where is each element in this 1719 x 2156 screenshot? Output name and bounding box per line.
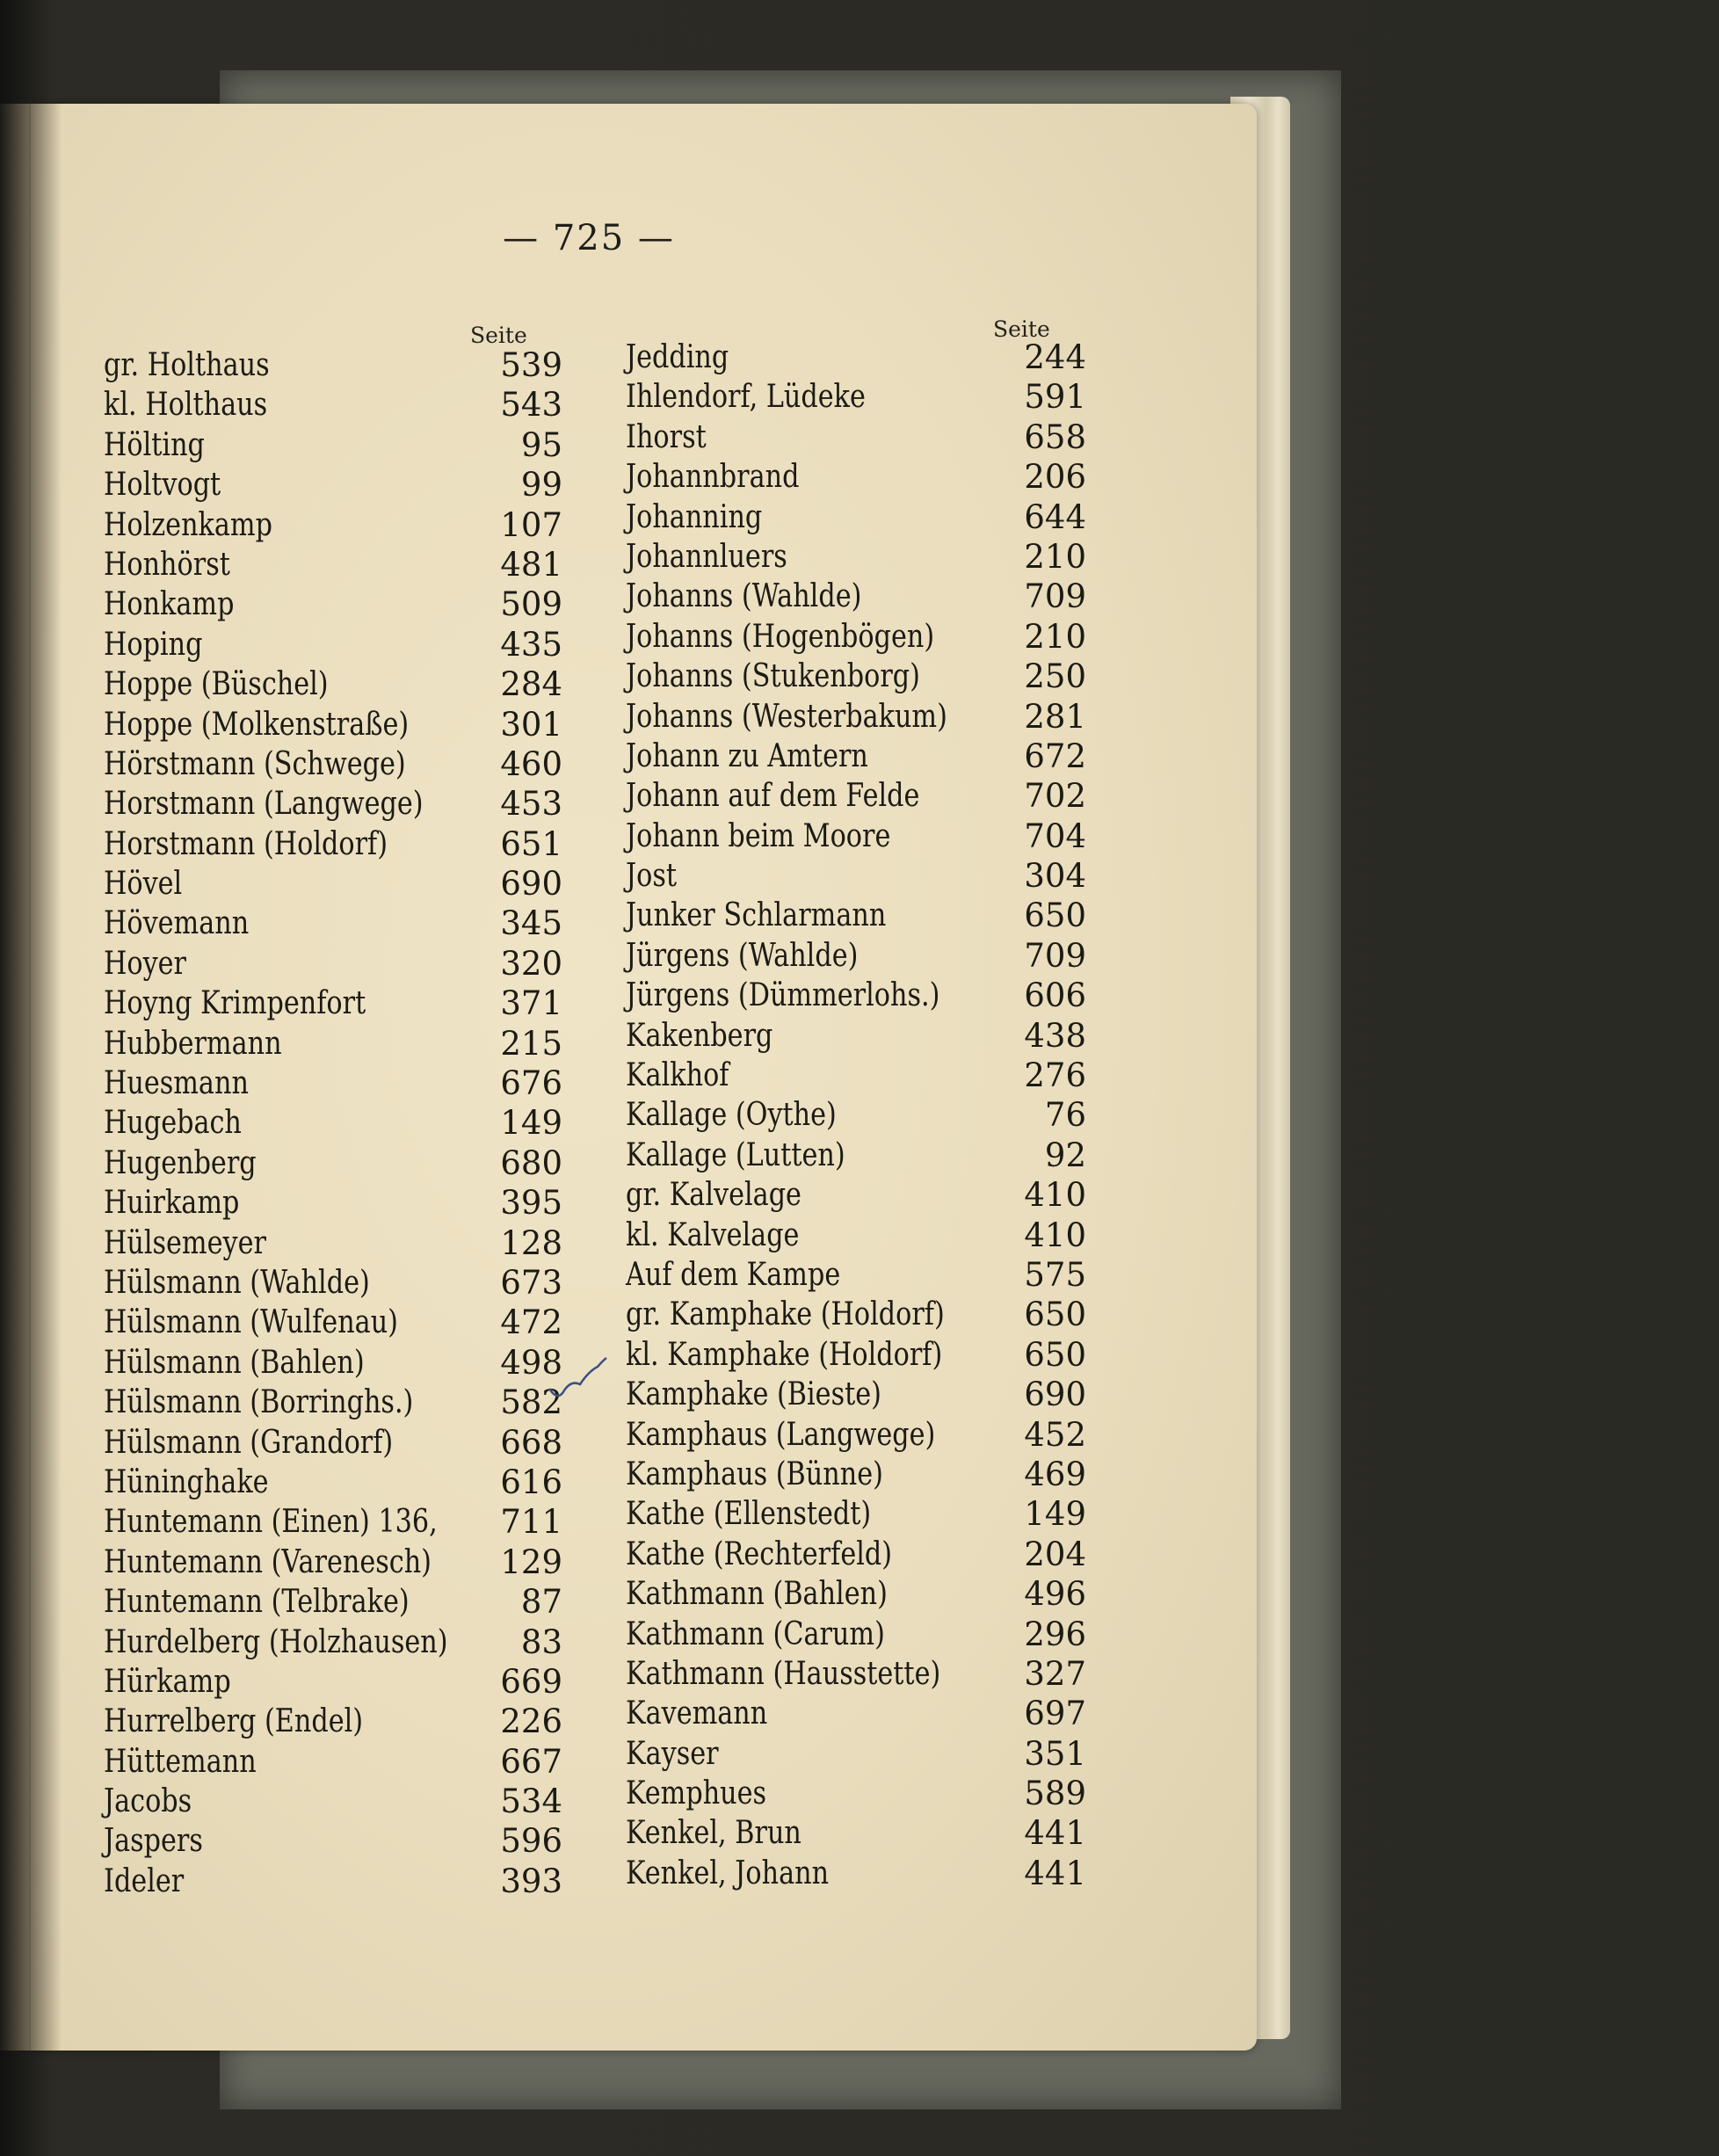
entry-page: 304 bbox=[1024, 857, 1086, 896]
entry-page: 210 bbox=[1024, 537, 1086, 576]
entry-name: Huntemann (Einen) 136, bbox=[104, 1504, 438, 1541]
index-entry bbox=[626, 1255, 1092, 1295]
entry-page: 351 bbox=[1024, 1734, 1086, 1773]
entry-name: Hülsmann (Bahlen) bbox=[104, 1344, 365, 1381]
entry-name: Kavemann bbox=[626, 1695, 768, 1732]
index-entry bbox=[104, 1821, 569, 1861]
entry-page: 668 bbox=[500, 1423, 562, 1462]
index-entry bbox=[104, 1263, 569, 1303]
entry-page: 327 bbox=[1024, 1654, 1086, 1693]
entry-name: Huntemann (Varenesch) bbox=[104, 1543, 432, 1580]
page-number: — 725 — bbox=[503, 218, 675, 258]
entry-name: Ideler bbox=[104, 1862, 185, 1899]
index-entry bbox=[104, 1463, 569, 1502]
entry-page: 658 bbox=[1024, 417, 1086, 456]
entry-page: 509 bbox=[500, 585, 562, 624]
entry-page: 702 bbox=[1024, 777, 1086, 816]
index-entry bbox=[104, 824, 569, 864]
entry-page: 472 bbox=[500, 1303, 562, 1342]
entry-page: 76 bbox=[1044, 1096, 1086, 1135]
entry-page: 589 bbox=[1024, 1775, 1086, 1813]
entry-page: 616 bbox=[500, 1463, 562, 1501]
entry-page: 92 bbox=[1044, 1136, 1086, 1174]
index-entry bbox=[626, 657, 1092, 696]
index-entry bbox=[626, 377, 1092, 417]
entry-page: 690 bbox=[500, 865, 562, 904]
entry-page: 534 bbox=[500, 1782, 562, 1821]
index-entry bbox=[626, 856, 1092, 896]
index-entry bbox=[626, 577, 1092, 616]
entry-name: Hoppe (Molkenstraße) bbox=[104, 706, 410, 743]
seite-label-left: Seite bbox=[470, 323, 527, 348]
index-entry bbox=[104, 1383, 569, 1422]
index-entry bbox=[104, 505, 569, 545]
entry-page: 498 bbox=[500, 1343, 562, 1382]
index-entry bbox=[104, 1782, 569, 1821]
index-entry bbox=[626, 1056, 1092, 1095]
entry-name: Hülsemeyer bbox=[104, 1224, 266, 1261]
pencil-check-mark bbox=[545, 1354, 615, 1406]
entry-page: 226 bbox=[500, 1702, 562, 1741]
entry-name: Johannluers bbox=[626, 538, 787, 575]
index-entry bbox=[626, 697, 1092, 737]
entry-page: 296 bbox=[1024, 1615, 1086, 1653]
entry-page: 301 bbox=[500, 705, 562, 744]
entry-name: Jost bbox=[626, 858, 677, 895]
index-entry bbox=[104, 1343, 569, 1383]
entry-page: 87 bbox=[520, 1583, 562, 1622]
index-entry bbox=[104, 1662, 569, 1702]
entry-name: Kathmann (Hausstette) bbox=[626, 1655, 941, 1692]
seite-label-right: Seite bbox=[993, 316, 1050, 342]
entry-name: Hörstmann (Schwege) bbox=[104, 745, 406, 782]
entry-page: 438 bbox=[1024, 1016, 1086, 1055]
index-entry bbox=[104, 545, 569, 584]
entry-page: 435 bbox=[500, 625, 562, 664]
entry-name: Huesmann bbox=[104, 1065, 249, 1102]
entry-name: Johannbrand bbox=[626, 459, 800, 496]
entry-name: Hoyng Krimpenfort bbox=[104, 985, 366, 1022]
index-entry bbox=[626, 497, 1092, 537]
index-entry bbox=[104, 1622, 569, 1662]
entry-page: 320 bbox=[500, 944, 562, 983]
entry-name: Junker Schlarmann bbox=[626, 897, 887, 934]
index-entry bbox=[104, 625, 569, 664]
entry-page: 129 bbox=[500, 1543, 562, 1581]
entry-page: 709 bbox=[1024, 936, 1086, 975]
index-entry bbox=[626, 976, 1092, 1015]
entry-name: Hurrelberg (Endel) bbox=[104, 1703, 364, 1740]
entry-name: Johanns (Westerbakum) bbox=[626, 698, 947, 735]
entry-name: Jacobs bbox=[104, 1783, 192, 1820]
entry-page: 281 bbox=[1024, 697, 1086, 736]
index-entry bbox=[626, 338, 1092, 377]
index-entry bbox=[626, 1415, 1092, 1455]
index-entry bbox=[626, 1335, 1092, 1375]
entry-name: Honhörst bbox=[104, 546, 230, 583]
index-entry bbox=[626, 537, 1092, 577]
index-entry bbox=[104, 1223, 569, 1263]
entry-name: Kathmann (Carum) bbox=[626, 1615, 885, 1652]
entry-name: kl. Kalvelage bbox=[626, 1216, 800, 1253]
entry-name: gr. Kamphake (Holdorf) bbox=[626, 1296, 945, 1333]
entry-name: Johanns (Wahlde) bbox=[626, 578, 862, 615]
entry-name: Kamphaus (Bünne) bbox=[626, 1455, 883, 1492]
index-entry bbox=[104, 385, 569, 425]
entry-page: 284 bbox=[500, 665, 562, 704]
index-entry bbox=[104, 1702, 569, 1741]
entry-name: Hüninghake bbox=[104, 1463, 269, 1500]
entry-page: 250 bbox=[1024, 657, 1086, 696]
entry-page: 582 bbox=[500, 1383, 562, 1422]
entry-name: Horstmann (Holdorf) bbox=[104, 825, 388, 862]
entry-name: Johann beim Moore bbox=[626, 817, 891, 854]
index-entry bbox=[104, 1582, 569, 1622]
entry-name: Hülsmann (Borringhs.) bbox=[104, 1384, 414, 1421]
entry-page: 410 bbox=[1024, 1176, 1086, 1215]
entry-page: 575 bbox=[1024, 1255, 1086, 1294]
entry-name: Hülsmann (Wulfenau) bbox=[104, 1304, 398, 1341]
entry-name: Hurdelberg (Holzhausen) bbox=[104, 1623, 448, 1660]
entry-name: Jürgens (Dümmerlohs.) bbox=[626, 977, 940, 1014]
entry-page: 651 bbox=[500, 824, 562, 863]
entry-name: Kenkel, Brun bbox=[626, 1815, 801, 1852]
entry-page: 83 bbox=[520, 1622, 562, 1661]
entry-name: Kenkel, Johann bbox=[626, 1855, 830, 1891]
index-entry bbox=[104, 465, 569, 505]
entry-page: 667 bbox=[500, 1742, 562, 1781]
entry-name: Hoyer bbox=[104, 945, 187, 982]
entry-page: 452 bbox=[1024, 1415, 1086, 1454]
index-entry bbox=[626, 936, 1092, 976]
index-entry bbox=[626, 1455, 1092, 1494]
entry-page: 596 bbox=[500, 1822, 562, 1861]
index-entry bbox=[626, 1574, 1092, 1614]
entry-name: Kamphaus (Langwege) bbox=[626, 1416, 936, 1453]
index-entry bbox=[626, 1615, 1092, 1654]
index-entry bbox=[104, 1502, 569, 1542]
index-entry bbox=[104, 864, 569, 904]
entry-name: Hülsmann (Grandorf) bbox=[104, 1424, 394, 1461]
index-entry bbox=[626, 817, 1092, 856]
index-entry bbox=[626, 1494, 1092, 1534]
index-entry bbox=[626, 1175, 1092, 1215]
entry-name: Kathmann (Bahlen) bbox=[626, 1576, 888, 1613]
entry-name: Johann zu Amtern bbox=[626, 737, 868, 774]
index-entry bbox=[104, 944, 569, 984]
entry-name: Huirkamp bbox=[104, 1185, 240, 1222]
entry-name: Hürkamp bbox=[104, 1663, 231, 1700]
entry-name: Hoping bbox=[104, 626, 203, 663]
index-entry bbox=[104, 1143, 569, 1183]
entry-page: 215 bbox=[500, 1024, 562, 1063]
index-entry bbox=[104, 705, 569, 744]
entry-page: 206 bbox=[1024, 458, 1086, 497]
entry-name: Kalkhof bbox=[626, 1057, 729, 1094]
entry-name: Kamphake (Bieste) bbox=[626, 1376, 881, 1413]
entry-name: Hüttemann bbox=[104, 1743, 257, 1780]
entry-name: Kathe (Rechterfeld) bbox=[626, 1535, 893, 1572]
entry-name: Kallage (Lutten) bbox=[626, 1136, 845, 1173]
entry-name: Hubbermann bbox=[104, 1025, 282, 1062]
index-entry bbox=[626, 617, 1092, 657]
entry-page: 690 bbox=[1024, 1376, 1086, 1414]
entry-page: 711 bbox=[500, 1503, 562, 1542]
entry-page: 591 bbox=[1024, 378, 1086, 417]
entry-page: 496 bbox=[1024, 1575, 1086, 1614]
entry-name: kl. Holthaus bbox=[104, 387, 268, 424]
index-entry bbox=[104, 1303, 569, 1342]
index-entry bbox=[626, 457, 1092, 497]
index-entry bbox=[626, 1734, 1092, 1774]
entry-page: 441 bbox=[1024, 1854, 1086, 1892]
index-entry bbox=[104, 1183, 569, 1223]
entry-name: gr. Kalvelage bbox=[626, 1177, 801, 1214]
entry-name: Holzenkamp bbox=[104, 506, 272, 543]
entry-page: 697 bbox=[1024, 1695, 1086, 1733]
entry-page: 704 bbox=[1024, 817, 1086, 855]
index-entry bbox=[626, 1016, 1092, 1056]
index-entry bbox=[104, 664, 569, 704]
entry-name: Johanning bbox=[626, 498, 763, 535]
entry-page: 393 bbox=[500, 1862, 562, 1900]
entry-name: Huntemann (Telbrake) bbox=[104, 1584, 410, 1621]
entry-name: Ihlendorf, Lüdeke bbox=[626, 379, 866, 416]
entry-name: Johann auf dem Felde bbox=[626, 778, 920, 815]
index-entry bbox=[626, 1774, 1092, 1813]
entry-page: 204 bbox=[1024, 1535, 1086, 1573]
entry-name: Hugebach bbox=[104, 1105, 242, 1142]
entry-name: Holtvogt bbox=[104, 467, 221, 504]
book-gutter bbox=[0, 104, 62, 2051]
index-entry bbox=[104, 744, 569, 784]
entry-page: 441 bbox=[1024, 1814, 1086, 1853]
index-entry bbox=[104, 1063, 569, 1103]
entry-name: Hülsmann (Wahlde) bbox=[104, 1264, 370, 1301]
index-entry bbox=[626, 1535, 1092, 1574]
entry-name: Horstmann (Langwege) bbox=[104, 786, 424, 823]
index-column-right bbox=[626, 338, 1092, 1893]
entry-page: 669 bbox=[500, 1662, 562, 1701]
entry-page: 210 bbox=[1024, 617, 1086, 656]
entry-name: Ihorst bbox=[626, 418, 707, 455]
index-entry bbox=[626, 417, 1092, 457]
entry-page: 673 bbox=[500, 1263, 562, 1302]
entry-name: Hölting bbox=[104, 426, 205, 463]
index-entry bbox=[104, 1862, 569, 1901]
entry-name: Honkamp bbox=[104, 586, 235, 623]
index-entry bbox=[626, 1654, 1092, 1694]
entry-page: 149 bbox=[1024, 1495, 1086, 1534]
index-entry bbox=[104, 345, 569, 385]
index-entry bbox=[626, 1854, 1092, 1893]
index-entry bbox=[104, 904, 569, 943]
index-entry bbox=[626, 1095, 1092, 1135]
entry-page: 460 bbox=[500, 744, 562, 783]
index-entry bbox=[104, 1103, 569, 1143]
index-entry bbox=[104, 584, 569, 624]
index-entry bbox=[104, 1423, 569, 1463]
entry-page: 128 bbox=[500, 1223, 562, 1262]
entry-name: Hugenberg bbox=[104, 1144, 257, 1181]
index-entry bbox=[626, 1136, 1092, 1175]
entry-page: 709 bbox=[1024, 577, 1086, 616]
entry-name: Kayser bbox=[626, 1735, 719, 1772]
entry-page: 371 bbox=[500, 984, 562, 1023]
index-entry bbox=[626, 1694, 1092, 1733]
entry-name: gr. Holthaus bbox=[104, 347, 270, 383]
entry-page: 650 bbox=[1024, 897, 1086, 935]
entry-page: 676 bbox=[500, 1064, 562, 1103]
index-entry bbox=[626, 896, 1092, 935]
entry-name: Johanns (Stukenborg) bbox=[626, 658, 920, 695]
index-column-left bbox=[104, 345, 569, 1901]
entry-page: 644 bbox=[1024, 497, 1086, 536]
index-entry bbox=[104, 1543, 569, 1582]
entry-name: Auf dem Kampe bbox=[626, 1256, 841, 1293]
entry-page: 469 bbox=[1024, 1455, 1086, 1493]
entry-name: Kakenberg bbox=[626, 1017, 773, 1054]
entry-page: 680 bbox=[500, 1143, 562, 1182]
index-entry bbox=[626, 737, 1092, 776]
entry-name: Jaspers bbox=[104, 1823, 203, 1860]
entry-page: 481 bbox=[500, 545, 562, 584]
index-entry bbox=[626, 1295, 1092, 1334]
entry-page: 149 bbox=[500, 1104, 562, 1143]
entry-page: 650 bbox=[1024, 1335, 1086, 1374]
entry-page: 672 bbox=[1024, 737, 1086, 775]
index-entry bbox=[626, 776, 1092, 816]
entry-page: 345 bbox=[500, 904, 562, 943]
entry-page: 107 bbox=[500, 505, 562, 544]
index-entry bbox=[104, 1742, 569, 1782]
entry-name: Kemphues bbox=[626, 1775, 767, 1812]
entry-page: 395 bbox=[500, 1184, 562, 1223]
index-entry bbox=[104, 1024, 569, 1063]
entry-name: Hövemann bbox=[104, 905, 250, 942]
entry-page: 543 bbox=[500, 386, 562, 425]
index-entry bbox=[626, 1375, 1092, 1414]
index-entry bbox=[104, 784, 569, 824]
entry-page: 99 bbox=[520, 466, 562, 505]
entry-name: Jürgens (Wahlde) bbox=[626, 937, 859, 974]
index-entry bbox=[104, 984, 569, 1023]
entry-page: 410 bbox=[1024, 1216, 1086, 1254]
entry-name: Johanns (Hogenbögen) bbox=[626, 618, 935, 655]
entry-name: Kathe (Ellenstedt) bbox=[626, 1496, 872, 1533]
index-entry bbox=[104, 425, 569, 465]
entry-name: Hövel bbox=[104, 866, 183, 903]
entry-page: 650 bbox=[1024, 1296, 1086, 1334]
entry-page: 276 bbox=[1024, 1056, 1086, 1095]
index-entry bbox=[626, 1216, 1092, 1255]
entry-name: Hoppe (Büschel) bbox=[104, 666, 329, 703]
entry-page: 606 bbox=[1024, 976, 1086, 1015]
entry-name: Jedding bbox=[626, 339, 729, 375]
entry-name: kl. Kamphake (Holdorf) bbox=[626, 1336, 943, 1373]
entry-page: 539 bbox=[500, 346, 562, 384]
entry-page: 244 bbox=[1024, 338, 1086, 376]
entry-name: Kallage (Oythe) bbox=[626, 1097, 837, 1134]
entry-page: 95 bbox=[520, 425, 562, 464]
entry-page: 453 bbox=[500, 785, 562, 824]
index-entry bbox=[626, 1813, 1092, 1853]
